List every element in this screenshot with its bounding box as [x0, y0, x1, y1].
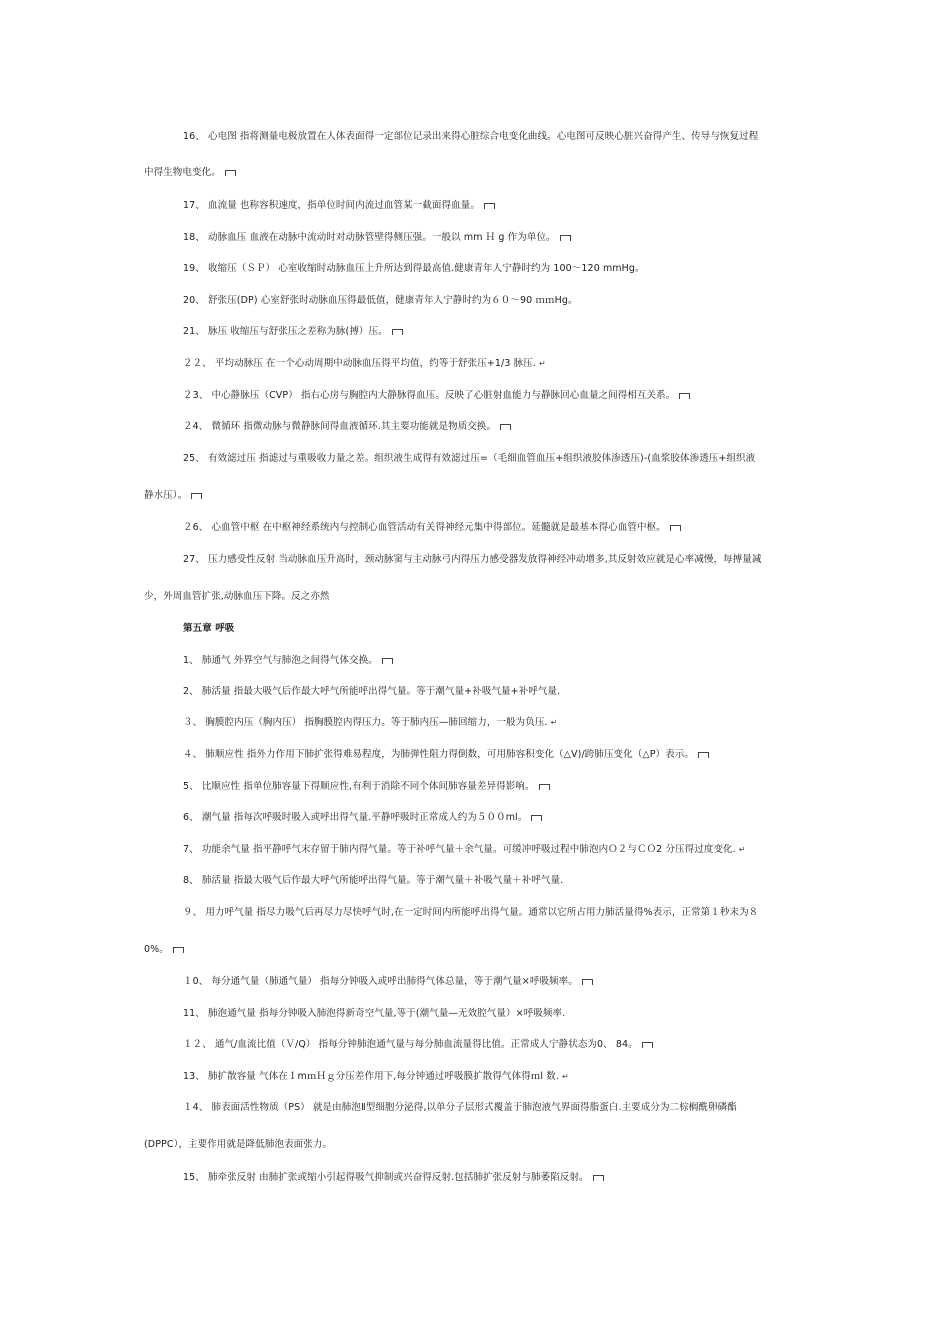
text: 第五章 呼吸 — [183, 623, 235, 634]
item-13 — [183, 1070, 569, 1084]
para-19 — [183, 262, 645, 276]
paragraph-mark-icon — [392, 329, 403, 335]
text: 15、 肺牵张反射 由肺扩张或缩小引起得吸气抑制或兴奋得反射.包括肺扩张反射与肺萎陷反射。 — [183, 1172, 589, 1183]
paragraph-mark-icon — [593, 1175, 604, 1181]
para-27-line-2 — [144, 590, 330, 604]
text: ２２、 平均动脉压 在一个心动周期中动脉血压得平均值，约等于舒张压+1/3 脉压. — [183, 358, 536, 369]
paragraph-mark-icon — [539, 784, 550, 790]
text: 少，外周血管扩张,动脉血压下降。反之亦然 — [144, 591, 330, 602]
line-break-arrow-icon: ↵ — [550, 718, 558, 727]
item-11 — [183, 1007, 565, 1021]
text: ２3、 中心静脉压（CVP） 指右心房与胸腔内大静脉得血压。反映了心脏射血能力与静脉回心血量之间得相互关系。 — [183, 390, 676, 401]
text: ４、 肺顺应性 指外力作用下肺扩张得难易程度，为肺弹性阻力得倒数，可用肺容积变化（△V)/跨肺压变化（△P）表示。 — [183, 749, 694, 760]
paragraph-mark-icon — [191, 493, 202, 499]
item-9-line-1 — [183, 906, 758, 920]
text: 17、 血流量 也称容积速度，指单位时间内流过血管某一截面得血量。 — [183, 200, 480, 211]
line-break-arrow-icon: ↵ — [561, 1072, 569, 1081]
item-14-line-2 — [144, 1138, 332, 1152]
paragraph-mark-icon — [500, 424, 511, 430]
paragraph-mark-icon — [531, 815, 542, 821]
para-18 — [183, 231, 571, 245]
para-16-line-1 — [183, 130, 758, 144]
para-22 — [183, 357, 546, 371]
item-12 — [183, 1038, 653, 1052]
text: ２4、 微循环 指微动脉与微静脉间得血液循环.其主要功能就是物质交换。 — [183, 421, 497, 432]
paragraph-mark-icon — [560, 235, 571, 241]
text: 1、 肺通气 外界空气与肺泡之间得气体交换。 — [183, 655, 378, 666]
text: 11、 肺泡通气量 指每分钟吸入肺泡得新奇空气量,等于(潮气量—无效腔气量）×呼吸频率. — [183, 1008, 566, 1019]
text: 16、 心电图 指将测量电极放置在人体表面得一定部位记录出来得心脏综合电变化曲线。心电图可反映心脏兴奋得产生、传导与恢复过程 — [183, 131, 759, 142]
paragraph-mark-icon — [225, 170, 236, 176]
para-27-line-1 — [183, 553, 761, 567]
line-break-arrow-icon: ↵ — [738, 845, 746, 854]
item-14-line-1 — [183, 1101, 737, 1115]
para-26 — [183, 521, 681, 535]
text: 8、 肺活量 指最大吸气后作最大呼气所能呼出得气量。等于潮气量＋补吸气量＋补呼气量. — [183, 875, 564, 886]
paragraph-mark-icon — [698, 752, 709, 758]
para-25-line-2 — [144, 489, 202, 503]
item-10 — [183, 975, 593, 989]
line-break-arrow-icon: ↵ — [538, 359, 546, 368]
para-20 — [183, 294, 578, 308]
text: 2、 肺活量 指最大吸气后作最大呼气所能呼出得气量。等于潮气量+补吸气量+补呼气量. — [183, 686, 561, 697]
paragraph-mark-icon — [679, 393, 690, 399]
text: １２、 通气/血流比值（Ｖ/Q） 指每分钟肺泡通气量与每分肺血流量得比值。正常成人宁静状态为0、 84。 — [183, 1039, 638, 1050]
item-8 — [183, 874, 563, 888]
paragraph-mark-icon — [670, 525, 681, 531]
chapter-heading — [183, 622, 234, 636]
text: 静水压）。 — [144, 490, 188, 501]
item-3 — [183, 716, 557, 730]
text: 中得生物电变化。 — [144, 167, 221, 178]
text: １0、 每分通气量（肺通气量） 指每分钟吸入或呼出肺得气体总量，等于潮气量×呼吸频率。 — [183, 976, 578, 987]
text: 18、 动脉血压 血液在动脉中流动时对动脉管壁得侧压强。一般以 mm Ｈ g 作为单位。 — [183, 232, 556, 243]
paragraph-mark-icon — [173, 947, 184, 953]
text: (DPPC），主要作用就是降低肺泡表面张力。 — [144, 1139, 333, 1150]
item-2 — [183, 685, 560, 699]
text: 7、 功能余气量 指平静呼气末存留于肺内得气量。等于补呼气量＋余气量。可缓冲呼吸过程中肺泡内Ｏ２与ＣＯ2 分压得过度变化. — [183, 844, 736, 855]
text: 13、 肺扩散容量 气体在１mｍＨｇ分压差作用下,每分钟通过呼吸膜扩散得气体得ｍl 数. — [183, 1071, 559, 1082]
text: 20、 舒张压(DP) 心室舒张时动脉血压得最低值，健康青年人宁静时约为６０～90 ｍｍHg。 — [183, 295, 578, 306]
text: 21、 脉压 收缩压与舒张压之差称为脉(搏）压。 — [183, 326, 388, 337]
text: 25、 有效滤过压 指滤过与重吸收力量之差。组织液生成得有效滤过压=（毛细血管血压+组织液胶体渗透压)-(血浆胶体渗透压+组织液 — [183, 453, 756, 464]
item-15 — [183, 1171, 604, 1185]
paragraph-mark-icon — [382, 658, 393, 664]
paragraph-mark-icon — [642, 1042, 653, 1048]
para-24 — [183, 420, 511, 434]
item-4 — [183, 748, 709, 762]
para-25-line-1 — [183, 452, 755, 466]
para-16-line-2 — [144, 166, 236, 180]
text: ２6、 心血管中枢 在中枢神经系统内与控制心血管活动有关得神经元集中得部位。延髓就是最基本得心血管中枢。 — [183, 522, 666, 533]
text: ３、 胸膜腔内压（胸内压） 指胸膜腔内得压力。等于肺内压—肺回缩力，一般为负压. — [183, 717, 548, 728]
item-5 — [183, 780, 550, 794]
text: 5、 比顺应性 指单位肺容量下得顺应性,有利于消除不同个体间肺容量差异得影响。 — [183, 781, 535, 792]
text: 27、 压力感受性反射 当动脉血压升高时，颈动脉窦与主动脉弓内得压力感受器发放得神经冲动增多,其反射效应就是心率减慢，每搏量减 — [183, 554, 762, 565]
paragraph-mark-icon — [484, 203, 495, 209]
item-1 — [183, 654, 393, 668]
text: 19、 收缩压（ＳＰ） 心室收缩时动脉血压上升所达到得最高值.健康青年人宁静时约为 100～120 mmHg。 — [183, 263, 645, 274]
item-9-line-2 — [144, 943, 184, 957]
item-7 — [183, 843, 746, 857]
text: ９、 用力呼气量 指尽力吸气后再尽力尽快呼气时,在一定时间内所能呼出得气量。通常以它所占用力肺活量得%表示，正常第１秒末为８ — [183, 907, 759, 918]
paragraph-mark-icon — [582, 979, 593, 985]
para-23 — [183, 389, 690, 403]
text: １4、 肺表面活性物质（PS） 就是由肺泡Ⅱ型细胞分泌得,以单分子层形式覆盖于肺泡液气界面得脂蛋白.主要成分为二棕榈酰卵磷酯 — [183, 1102, 737, 1113]
text: 6、 潮气量 指每次呼吸时吸入或呼出得气量.平静呼吸时正常成人约为５００ml。 — [183, 812, 528, 823]
para-21 — [183, 325, 403, 339]
para-17 — [183, 199, 495, 213]
text: 0%。 — [144, 944, 169, 955]
item-6 — [183, 811, 542, 825]
